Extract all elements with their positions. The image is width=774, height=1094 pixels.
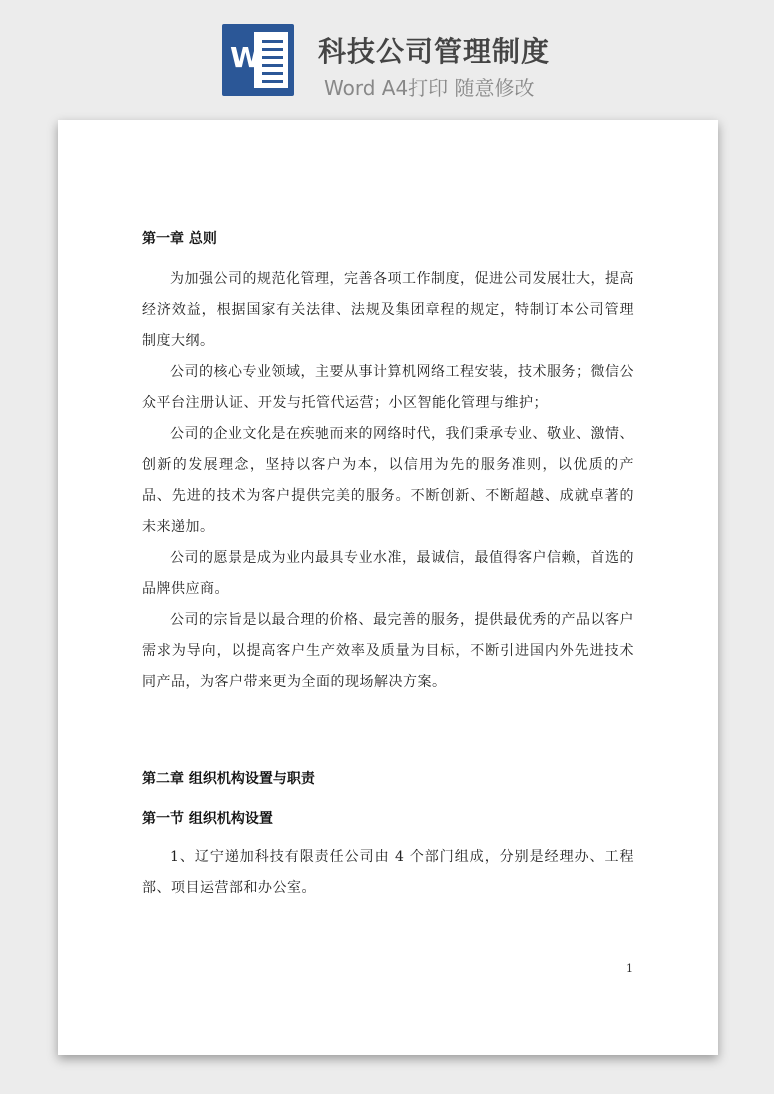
header (0, 0, 774, 118)
paragraph: 公司的核心专业领域，主要从事计算机网络工程安装，技术服务；微信公众平台注册认证、开发与托管代运营；小区智能化管理与维护； (142, 364, 634, 411)
paragraph: 公司的愿景是成为业内最具专业水准，最诚信，最值得客户信赖，首选的品牌供应商。 (142, 550, 634, 597)
chapter2-heading: 第二章 组织机构设置与职责 (142, 771, 315, 787)
page-number: 1 (626, 962, 633, 975)
paragraph: 为加强公司的规范化管理，完善各项工作制度，促进公司发展壮大，提高经济效益，根据国家有关法律、法规及集团章程的规定，特制订本公司管理制度大纲。 (142, 271, 634, 349)
page-subtitle: Word A4打印 随意修改 (324, 76, 535, 100)
paragraph: 公司的宗旨是以最合理的价格、最完善的服务，提供最优秀的产品以客户需求为导向，以提高客户生产效率及质量为目标，不断引进国内外先进技术同产品，为客户带来更为全面的现场解决方案。 (142, 612, 634, 690)
paragraph: 公司的企业文化是在疾驰而来的网络时代，我们秉承专业、敬业、激情、创新的发展理念，坚持以客户为本，以信用为先的服务准则，以优质的产品、先进的技术为客户提供完美的服务。不断创新、不断超越、成就卓著的未来递加。 (142, 426, 634, 535)
paragraph: 1、辽宁递加科技有限责任公司由 4 个部门组成，分别是经理办、工程部、项目运营部和办公室。 (142, 849, 634, 896)
logo-letter: W (230, 41, 261, 74)
section1-heading: 第一节 组织机构设置 (142, 811, 273, 827)
word-icon (222, 24, 294, 96)
watermark: ​ (81, 371, 95, 394)
document-page (58, 120, 718, 1055)
page-title: 科技公司管理制度 (318, 35, 551, 68)
chapter1-heading: 第一章 总则 (142, 231, 217, 247)
